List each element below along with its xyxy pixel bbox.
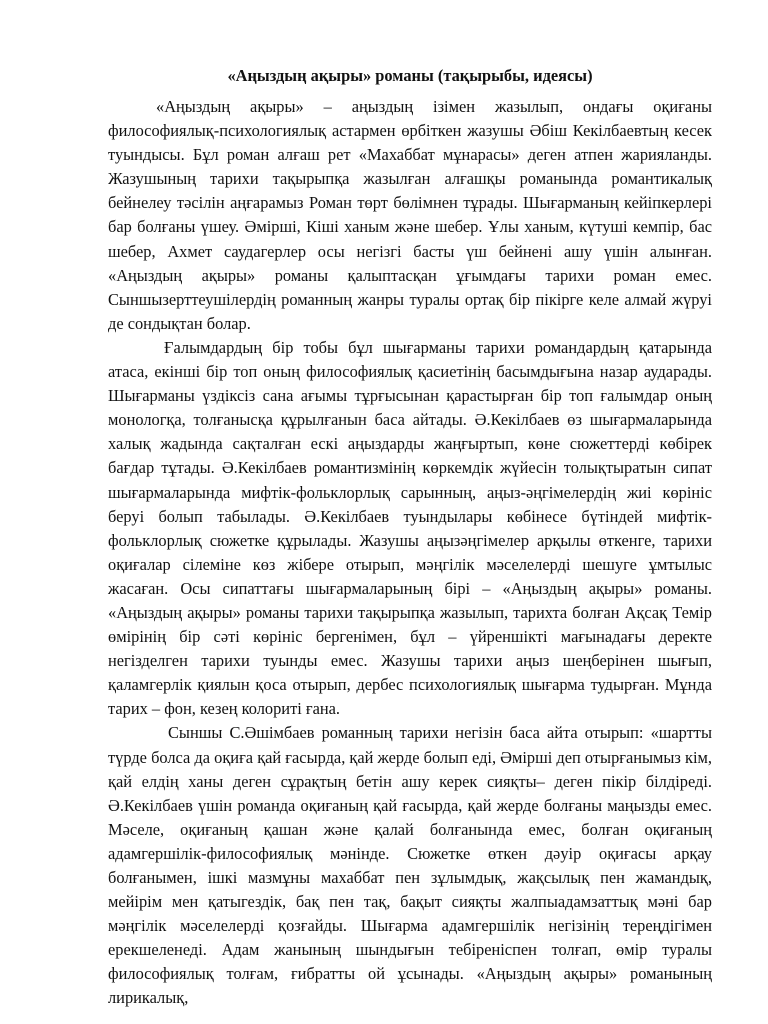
document-title: «Аңыздың ақыры» романы (тақырыбы, идеясы) [227,66,593,85]
paragraph-1: «Аңыздың ақыры» – аңыздың ізімен жазылып, ондағы оқиғаны философиялық-психологиялық астармен өрбіткен жазушы Әбіш Кекілбаевтың кесек туындысы. Бұл роман алғаш рет «Махаббат мұнарасы» деген атпен жарияланды. Жазушының тарихи тақырыпқа жазылған алғашқы романында романтикалық бейнелеу тәсілін аңғарамыз Роман төрт бөлімнен тұрады. Шығарманың кейіпкерлері бар болғаны үшеу. Әмірші, Кіші ханым және шебер. Ұлы ханым, күтуші кемпір, бас шебер, Ахмет саудагерлер осы негізгі басты үш бейнені ашу үшін алынған. «Аңыздың ақыры» романы қалыптасқан ұғымдағы тарихи роман емес. Сыншызерттеушілердің романның жанры туралы ортақ бір пікірге келе алмай жүруі де сондықтан болар. [108,97,712,333]
document-page [108,64,712,1011]
paragraph-2: Ғалымдардың бір тобы бұл шығарманы тарихи романдардың қатарында атаса, екінші бір топ оның философиялық қасиетінің басымдығына назар аударады. Шығарманы үздіксіз сана ағымы тұрғысынан қарастырған бір топ ғалымдар оның монологқа, толғанысқа құрылғанын баса айтады. Ә.Кекілбаев өз шығармаларында халық жадында сақталған ескі аңыздарды жаңғыртып, көне сюжеттерді көбірек бағдар тұтады. Ә.Кекілбаев романтизмінің көркемдік жүйесін толықтыратын сипат шығармаларында мифтік-фольклорлық сарынның, аңыз-әңгімелердің жиі көрініс беруі болып табылады. Ә.Кекілбаев туындылары көбінесе бүтіндей мифтік-фольклорлық сюжетке құрылады. Жазушы аңызәңгімелер арқылы өткенге, тарихи оқиғалар сілеміне көз жібере отырып, мәңгілік мәселелерді шешуге ұмтылыс жасаған. Осы сипаттағы шығармаларының бірі – «Аңыздың ақыры» романы. «Аңыздың ақыры» романы тарихи тақырыпқа жазылып, тарихта болған Ақсақ Темір өмірінің бір сәті көрініс бергенімен, бұл – үйреншікті мағынадағы деректе негізделген тарихи туынды емес. Жазушы тарихи аңыз шеңберінен шығып, қаламгерлік қиялын қоса отырып, дербес психологиялық шығарма тудырған. Мұнда тарих – фон, кезең колориті ғана. [108,337,712,719]
paragraph-3: Сыншы С.Әшімбаев романның тарихи негізін баса айта отырып: «шартты түрде болса да оқиға қай ғасырда, қай жерде болып еді, Әмірші деп отырғанымыз кім, қай елдің ханы деген сұрақтың бетін ашу керек сияқты– деген пікір білдіреді. Ә.Кекілбаев үшін романда оқиғаның қай ғасырда, қай жерде болғаны маңызды емес. Мәселе, оқиғаның қашан және қалай болғанында емес, болған оқиғаның адамгершілік-философиялық мәнінде. Сюжетке өткен дәуір оқиғасы арқау болғанымен, ішкі мазмұны махаббат пен зұлымдық, жақсылық пен жамандық, мейірім мен қатыгездік, бақ пен тақ, бақыт сияқты жалпыадамзаттық мәні бар мәңгілік мәселелерді қозғайды. Шығарма адамгершілік негізінің тереңдігімен ерекшеленеді. Адам жанының шындығын тебіреніспен толғап, өмір туралы философиялық толғам, ғибратты ой ұсынады. «Аңыздың ақыры» романының лирикалық, [108,723,712,1008]
